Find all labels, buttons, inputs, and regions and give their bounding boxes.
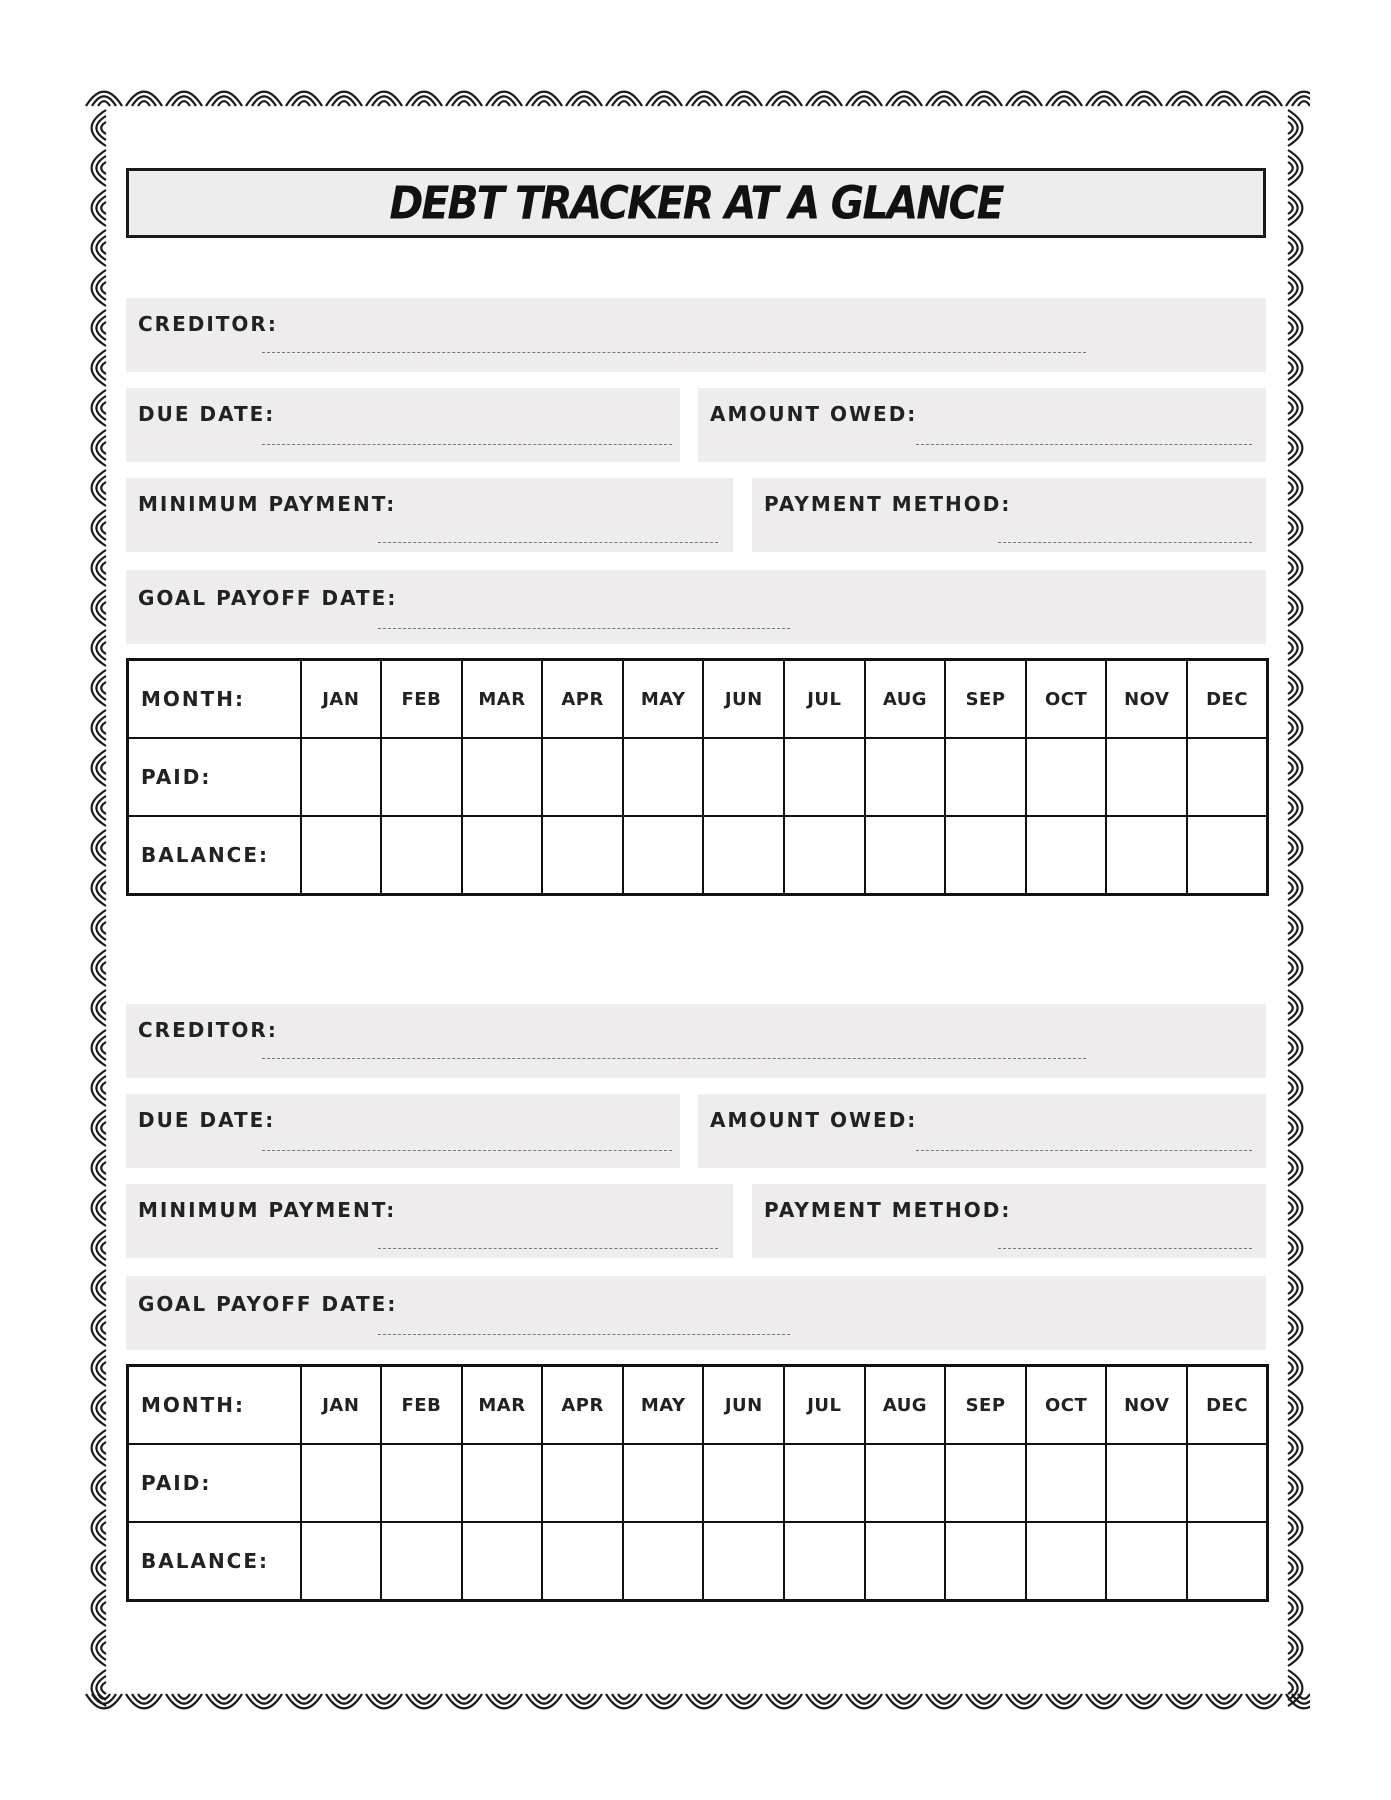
month-header: FEB [381,660,462,739]
balance-cell[interactable] [1026,816,1107,895]
month-header: JUL [784,1366,865,1445]
balance-row [128,816,1268,895]
month-header: MAR [462,660,543,739]
month-header: NOV [1106,660,1187,739]
balance-cell[interactable] [381,1522,462,1601]
paid-cell[interactable] [1106,1444,1187,1522]
balance-cell[interactable] [945,1522,1026,1601]
balance-cell[interactable] [542,1522,623,1601]
payment-method-field[interactable] [752,478,1266,552]
paid-cell[interactable] [542,1444,623,1522]
paid-label: PAID: [128,738,301,816]
balance-cell[interactable] [623,816,704,895]
month-header: APR [542,1366,623,1445]
balance-cell[interactable] [784,816,865,895]
goal-payoff-date-label: GOAL PAYOFF DATE: [138,1292,398,1316]
paid-cell[interactable] [381,1444,462,1522]
due-date-label: DUE DATE: [138,1108,276,1132]
goal-payoff-date-field[interactable] [126,570,1266,644]
balance-cell[interactable] [462,816,543,895]
balance-cell[interactable] [865,1522,946,1601]
payment-method-line [998,1248,1252,1249]
balance-cell[interactable] [301,1522,382,1601]
month-header: JUN [703,660,784,739]
paid-cell[interactable] [1026,1444,1107,1522]
balance-cell[interactable] [542,816,623,895]
balance-cell[interactable] [1187,816,1268,895]
paid-cell[interactable] [1026,738,1107,816]
page-title: DEBT TRACKER AT A GLANCE [389,176,1003,230]
paid-cell[interactable] [462,1444,543,1522]
paid-row [128,1444,1268,1522]
month-header: JAN [301,660,382,739]
balance-cell[interactable] [1106,816,1187,895]
month-header: SEP [945,660,1026,739]
payment-method-label: PAYMENT METHOD: [764,1198,1012,1222]
minimum-payment-field[interactable] [126,1184,733,1258]
goal-payoff-date-label: GOAL PAYOFF DATE: [138,586,398,610]
balance-cell[interactable] [381,816,462,895]
balance-cell[interactable] [301,816,382,895]
paid-cell[interactable] [1106,738,1187,816]
amount-owed-label: AMOUNT OWED: [710,1108,918,1132]
minimum-payment-label: MINIMUM PAYMENT: [138,492,397,516]
balance-cell[interactable] [623,1522,704,1601]
month-row [128,660,1268,739]
goal-payoff-date-line [378,1334,790,1335]
amount-owed-line [916,444,1252,445]
monthly-table [126,658,1269,896]
month-header: MAY [623,660,704,739]
month-header: FEB [381,1366,462,1445]
month-header: OCT [1026,660,1107,739]
due-date-field[interactable] [126,1094,680,1168]
month-header: JAN [301,1366,382,1445]
balance-cell[interactable] [703,816,784,895]
creditor-field[interactable] [126,1004,1266,1078]
due-date-label: DUE DATE: [138,402,276,426]
balance-cell[interactable] [865,816,946,895]
paid-cell[interactable] [623,738,704,816]
balance-cell[interactable] [784,1522,865,1601]
month-header: JUL [784,660,865,739]
month-row [128,1366,1268,1445]
paid-cell[interactable] [784,1444,865,1522]
paid-cell[interactable] [1187,1444,1268,1522]
amount-owed-label: AMOUNT OWED: [710,402,918,426]
amount-owed-line [916,1150,1252,1151]
paid-label: PAID: [128,1444,301,1522]
title-banner [126,168,1266,238]
paid-cell[interactable] [703,738,784,816]
paid-cell[interactable] [703,1444,784,1522]
due-date-line [262,1150,672,1151]
month-header: NOV [1106,1366,1187,1445]
month-header: JUN [703,1366,784,1445]
balance-row [128,1522,1268,1601]
due-date-field[interactable] [126,388,680,462]
balance-cell[interactable] [1106,1522,1187,1601]
balance-label: BALANCE: [128,1522,301,1601]
payment-method-line [998,542,1252,543]
creditor-field[interactable] [126,298,1266,372]
amount-owed-field[interactable] [698,388,1266,462]
paid-cell[interactable] [301,1444,382,1522]
month-header: SEP [945,1366,1026,1445]
goal-payoff-date-field[interactable] [126,1276,1266,1350]
balance-cell[interactable] [703,1522,784,1601]
creditor-line [262,1058,1086,1059]
monthly-table [126,1364,1269,1602]
balance-cell[interactable] [1187,1522,1268,1601]
minimum-payment-label: MINIMUM PAYMENT: [138,1198,397,1222]
minimum-payment-field[interactable] [126,478,733,552]
paid-row [128,738,1268,816]
payment-method-label: PAYMENT METHOD: [764,492,1012,516]
month-header: MAY [623,1366,704,1445]
month-header: DEC [1187,1366,1268,1445]
minimum-payment-line [378,542,718,543]
creditor-label: CREDITOR: [138,312,278,336]
payment-method-field[interactable] [752,1184,1266,1258]
paid-cell[interactable] [623,1444,704,1522]
month-header: MAR [462,1366,543,1445]
paid-cell[interactable] [301,738,382,816]
month-label: MONTH: [128,660,301,739]
paid-cell[interactable] [945,1444,1026,1522]
month-header: APR [542,660,623,739]
amount-owed-field[interactable] [698,1094,1266,1168]
balance-cell[interactable] [462,1522,543,1601]
month-header: OCT [1026,1366,1107,1445]
month-header: DEC [1187,660,1268,739]
paid-cell[interactable] [865,738,946,816]
month-header: AUG [865,1366,946,1445]
balance-cell[interactable] [945,816,1026,895]
goal-payoff-date-line [378,628,790,629]
paid-cell[interactable] [784,738,865,816]
paid-cell[interactable] [865,1444,946,1522]
minimum-payment-line [378,1248,718,1249]
balance-label: BALANCE: [128,816,301,895]
paid-cell[interactable] [542,738,623,816]
paid-cell[interactable] [381,738,462,816]
creditor-label: CREDITOR: [138,1018,278,1042]
due-date-line [262,444,672,445]
month-label: MONTH: [128,1366,301,1445]
month-header: AUG [865,660,946,739]
paid-cell[interactable] [945,738,1026,816]
paid-cell[interactable] [1187,738,1268,816]
creditor-line [262,352,1086,353]
paid-cell[interactable] [462,738,543,816]
balance-cell[interactable] [1026,1522,1107,1601]
